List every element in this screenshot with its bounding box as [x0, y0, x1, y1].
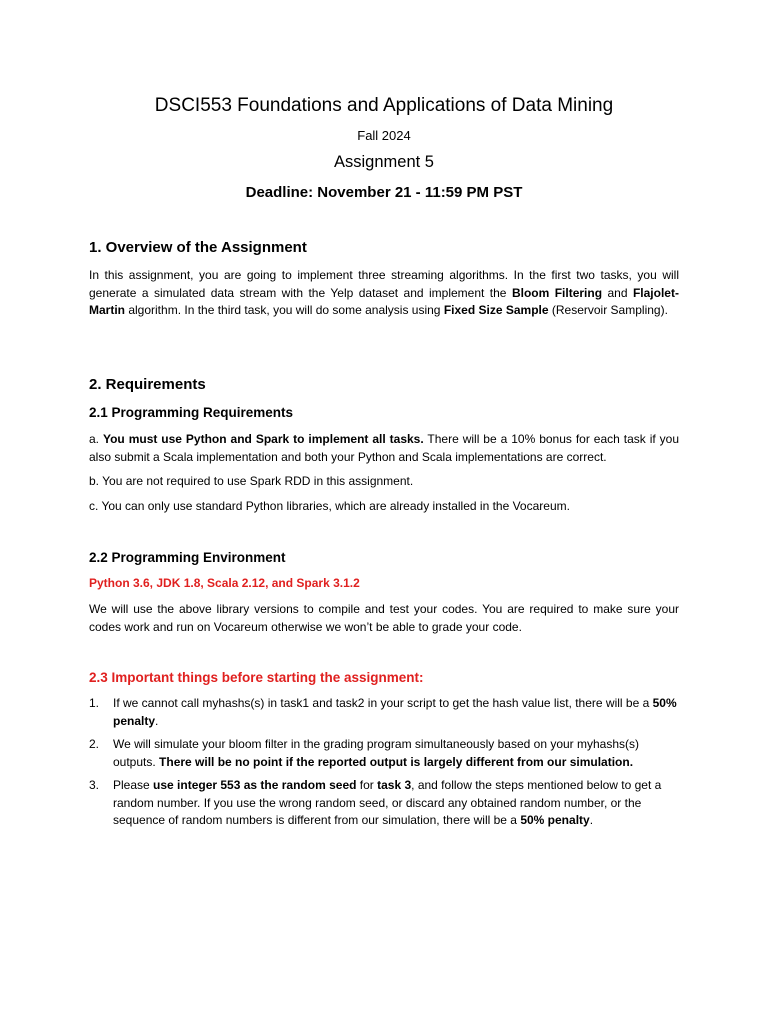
section-2-heading: 2. Requirements — [89, 376, 206, 393]
section-1-heading: 1. Overview of the Assignment — [89, 239, 307, 256]
environment-paragraph: We will use the above library versions to compile and test your codes. You are required to make sure your codes work and run on Vocareum otherwise we won’t be able to grade your code. — [89, 602, 679, 634]
subsection-2-2-heading: 2.2 Programming Environment — [89, 550, 286, 565]
deadline-label: Deadline: November 21 - 11:59 PM PST — [245, 184, 523, 201]
requirement-b: b. You are not required to use Spark RDD in this assignment. — [89, 474, 414, 488]
environment-versions: Python 3.6, JDK 1.8, Scala 2.12, and Spark 3.1.2 — [89, 576, 360, 590]
requirement-c: c. You can only use standard Python libraries, which are already installed in the Vocareum. — [89, 499, 570, 513]
overview-paragraph: In this assignment, you are going to implement three streaming algorithms. In the first two tasks, you will generate a simulated data stream with the Yelp dataset and implement the Bloom Filtering and Flajolet-Martin algorithm. In the third task, you will do some analysis using Fixed Size Sample (Reservoir Sampling). — [89, 268, 679, 317]
subsection-2-3-heading: 2.3 Important things before starting the assignment: — [89, 670, 424, 685]
document-title: DSCI553 Foundations and Applications of Data Mining — [154, 95, 614, 116]
assignment-label: Assignment 5 — [334, 153, 434, 171]
requirement-a: a. You must use Python and Spark to implement all tasks. There will be a 10% bonus for each task if you also submit a Scala implementation and both your Python and Scala implementations are correct. — [89, 432, 680, 464]
important-list — [89, 695, 679, 836]
term-label: Fall 2024 — [357, 128, 411, 143]
list-item: 3. Please use integer 553 as the random seed for task 3, and follow the steps mentioned below to get a random number. If you use the wrong random seed, or discard any obtained random number, or the sequence of random numbers is different from our simulation, there will be a 50% penalty. — [89, 778, 662, 827]
list-item: 2. We will simulate your bloom filter in the grading program simultaneously based on your myhashs(s) outputs. There will be no point if the reported output is largely different from our simulation. — [89, 737, 640, 769]
list-item: 1. If we cannot call myhashs(s) in task1 and task2 in your script to get the hash value list, there will be a 50% penalty. — [89, 696, 677, 728]
subsection-2-1-heading: 2.1 Programming Requirements — [89, 405, 294, 420]
